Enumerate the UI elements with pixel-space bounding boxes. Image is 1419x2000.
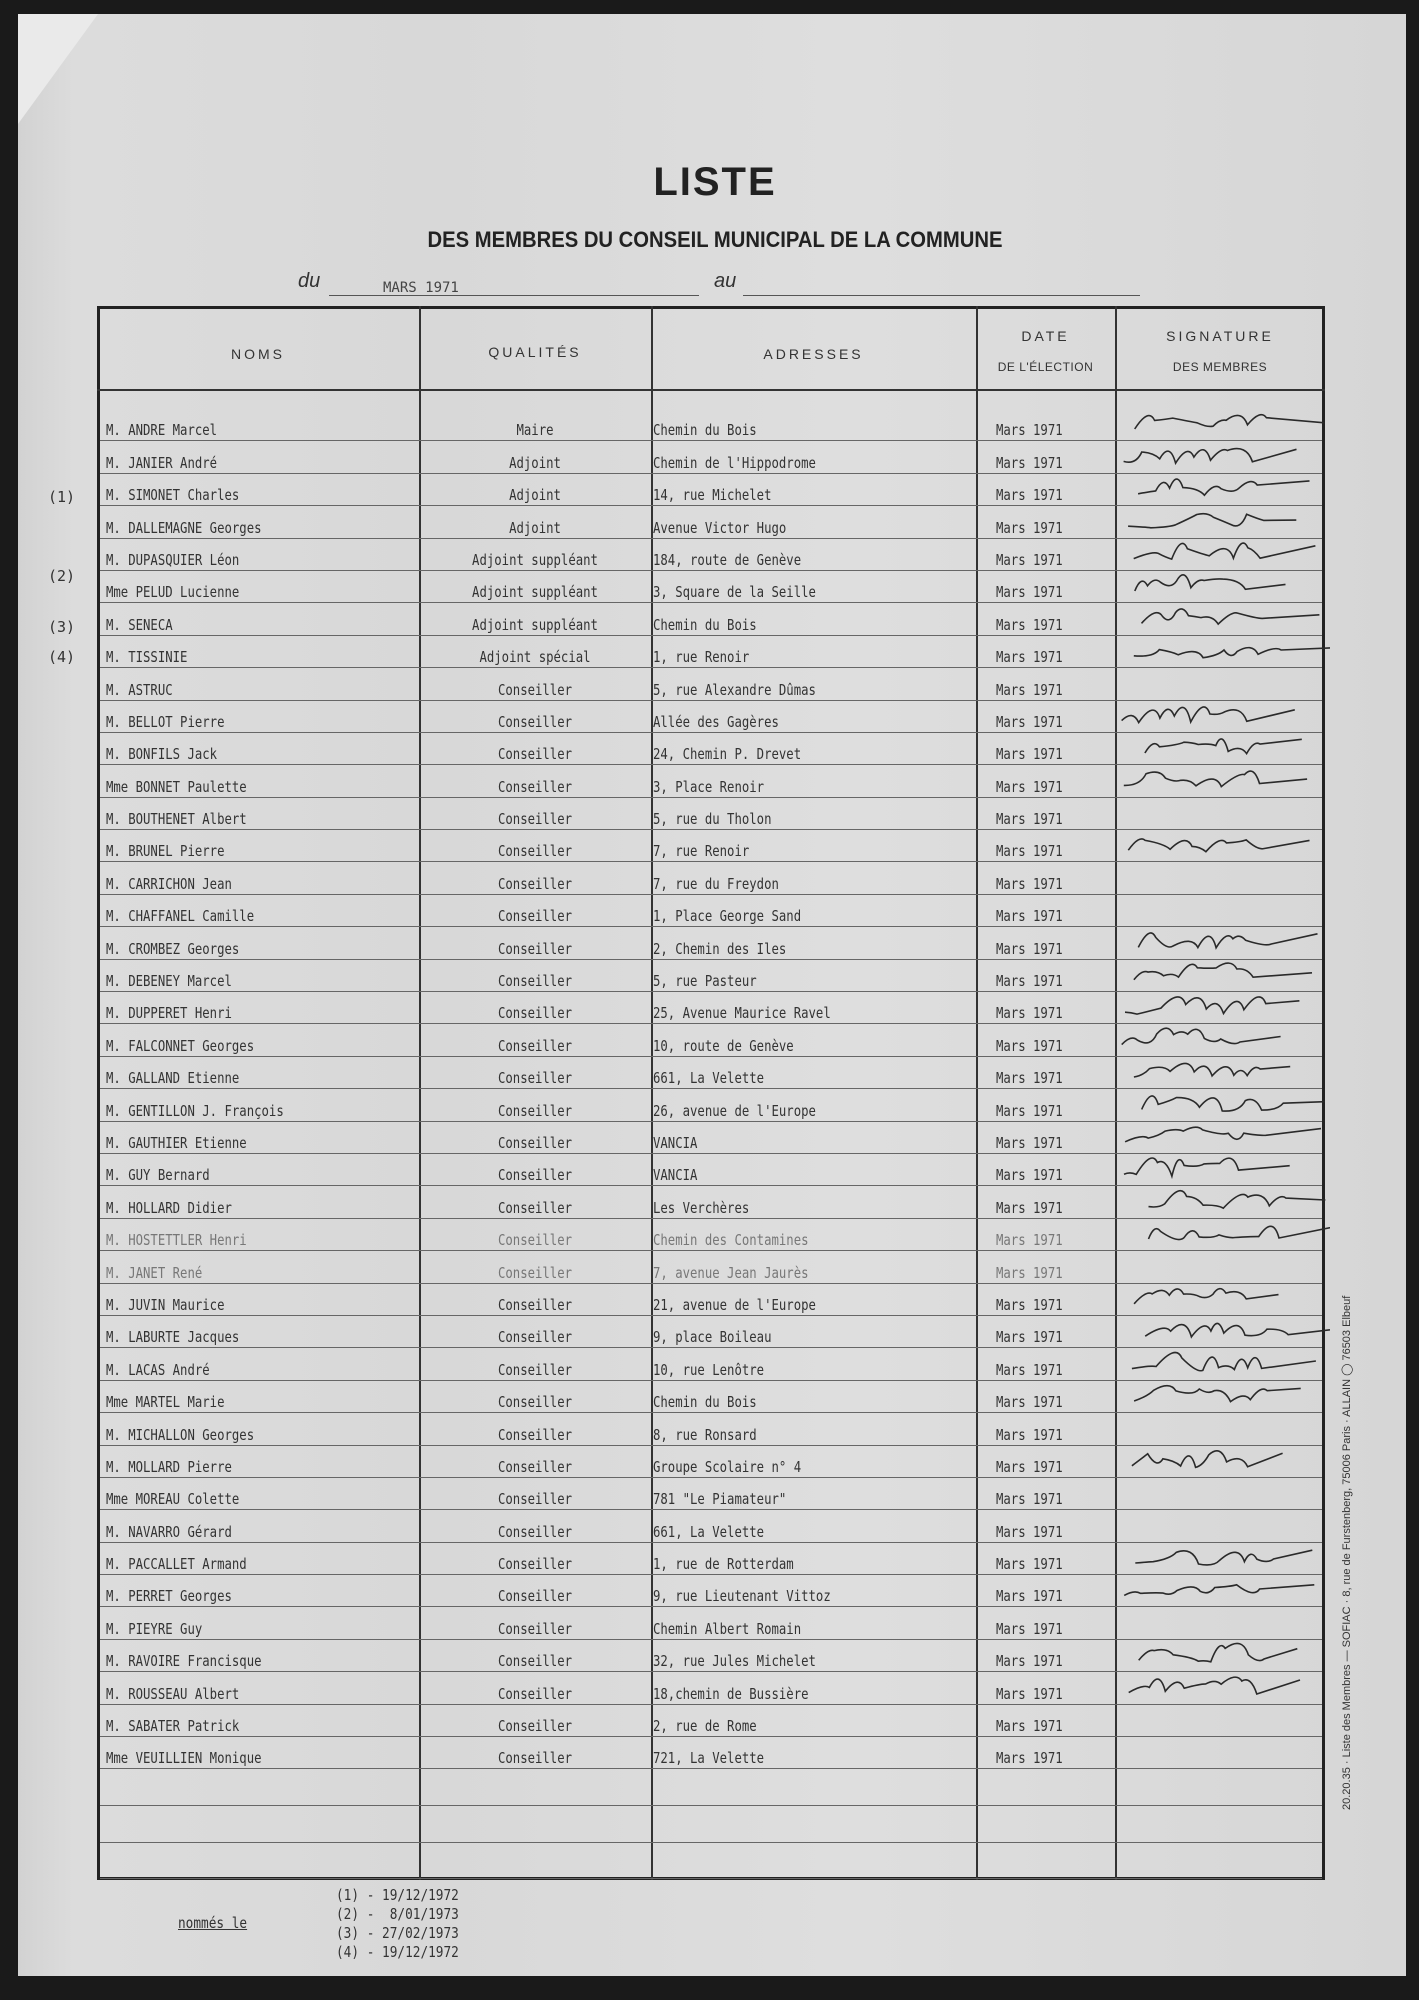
election-date: Mars 1971 (996, 1166, 1063, 1185)
note-marker: (1) (48, 488, 76, 506)
header-signature: SIGNATURE (1166, 328, 1274, 344)
member-role: Conseiller (497, 1619, 573, 1638)
signature-mark (1128, 514, 1296, 528)
member-role: Conseiller (497, 1004, 573, 1023)
appointment-date: (4) - 19/12/1972 (336, 1943, 459, 1961)
member-name: M. JUVIN Maurice (106, 1295, 225, 1314)
member-role: Conseiller (497, 1036, 573, 1055)
election-date: Mars 1971 (996, 453, 1063, 472)
election-date: Mars 1971 (996, 1717, 1063, 1736)
member-address: 1, rue de Rotterdam (653, 1555, 794, 1574)
member-name: M. MOLLARD Pierre (106, 1457, 232, 1476)
signature-mark (1129, 1677, 1300, 1694)
signature-mark (1128, 839, 1309, 852)
member-role: Adjoint suppléant (472, 583, 598, 602)
member-role: Conseiller (497, 810, 573, 829)
election-date: Mars 1971 (996, 1490, 1063, 1509)
member-role: Conseiller (497, 874, 573, 893)
signature-mark (1125, 997, 1299, 1014)
member-name: M. DUPASQUIER Léon (106, 550, 240, 569)
member-role: Conseiller (497, 1522, 573, 1541)
member-role: Conseiller (497, 1231, 573, 1250)
election-date: Mars 1971 (996, 1328, 1063, 1347)
appointment-date: (1) - 19/12/1972 (336, 1886, 459, 1904)
member-role: Conseiller (497, 972, 573, 991)
member-name: M. LACAS André (106, 1360, 210, 1379)
member-address: 8, rue Ronsard (653, 1425, 757, 1444)
header-date: DATE (1021, 328, 1070, 344)
member-address: Les Verchères (653, 1198, 750, 1217)
member-address: 3, Place Renoir (653, 777, 765, 796)
au-label: au (714, 270, 737, 292)
member-address: 5, rue du Tholon (653, 810, 772, 829)
header-qualites: QUALITÉS (488, 344, 582, 360)
member-role: Conseiller (497, 1166, 573, 1185)
folded-corner (18, 14, 98, 124)
election-date: Mars 1971 (996, 1425, 1063, 1444)
member-address: 721, La Velette (653, 1749, 765, 1768)
signature-mark (1124, 1585, 1314, 1596)
member-name: M. GUY Bernard (106, 1166, 210, 1185)
election-date: Mars 1971 (996, 583, 1063, 602)
signatures (1100, 395, 1330, 1795)
member-role: Conseiller (497, 1652, 573, 1671)
signature-mark (1134, 543, 1316, 559)
member-address: 21, avenue de l'Europe (653, 1295, 816, 1314)
member-role: Conseiller (497, 1393, 573, 1412)
member-name: M. JANET René (106, 1263, 203, 1282)
au-line (743, 295, 1140, 296)
member-address: Chemin Albert Romain (653, 1619, 802, 1638)
header-noms: NOMS (231, 346, 285, 362)
signature-mark (1135, 575, 1286, 591)
member-name: M. PACCALLET Armand (106, 1555, 247, 1574)
signature-mark (1132, 1451, 1283, 1468)
member-name: M. SIMONET Charles (106, 486, 240, 505)
member-address: Chemin du Bois (653, 615, 757, 634)
member-role: Conseiller (497, 1587, 573, 1606)
member-name: M. SENECA (106, 615, 173, 634)
election-date: Mars 1971 (996, 1457, 1063, 1476)
member-role: Conseiller (497, 712, 573, 731)
signature-mark (1134, 1289, 1278, 1304)
member-address: 32, rue Jules Michelet (653, 1652, 816, 1671)
member-role: Adjoint (509, 518, 561, 537)
signature-mark (1122, 707, 1295, 723)
signature-mark (1135, 1550, 1312, 1565)
member-name: M. ANDRE Marcel (106, 421, 218, 440)
member-address: 781 "Le Piamateur" (653, 1490, 787, 1509)
member-role: Conseiller (497, 1684, 573, 1703)
signature-mark (1145, 739, 1302, 754)
signature-mark (1134, 1386, 1301, 1402)
header-date-sub: DE L'ÉLECTION (997, 360, 1094, 374)
member-name: M. FALCONNET Georges (106, 1036, 255, 1055)
member-address: Allée des Gagères (653, 712, 779, 731)
signature-mark (1134, 963, 1312, 980)
member-address: 1, rue Renoir (653, 648, 750, 667)
member-address: Avenue Victor Hugo (653, 518, 787, 537)
du-value: MARS 1971 (383, 280, 459, 296)
election-date: Mars 1971 (996, 1522, 1063, 1541)
election-date: Mars 1971 (996, 615, 1063, 634)
member-role: Conseiller (497, 1133, 573, 1152)
note-marker: (2) (48, 567, 76, 585)
member-address: Chemin du Bois (653, 1393, 757, 1412)
member-address: 2, rue de Rome (653, 1717, 757, 1736)
member-name: M. BONFILS Jack (106, 745, 218, 764)
election-date: Mars 1971 (996, 1749, 1063, 1768)
member-address: 661, La Velette (653, 1069, 765, 1088)
election-date: Mars 1971 (996, 1295, 1063, 1314)
member-name: M. SABATER Patrick (106, 1717, 240, 1736)
member-role: Conseiller (497, 1425, 573, 1444)
member-role: Adjoint suppléant (472, 550, 598, 569)
signature-mark (1124, 771, 1307, 787)
member-name: M. BRUNEL Pierre (106, 842, 225, 861)
member-role: Conseiller (497, 1101, 573, 1120)
document-title: LISTE (653, 160, 777, 204)
election-date: Mars 1971 (996, 1263, 1063, 1282)
member-name: M. NAVARRO Gérard (106, 1522, 232, 1541)
election-date: Mars 1971 (996, 1133, 1063, 1152)
member-name: Mme MARTEL Marie (106, 1393, 225, 1412)
member-role: Conseiller (497, 1295, 573, 1314)
election-date: Mars 1971 (996, 1555, 1063, 1574)
member-name: M. JANIER André (106, 453, 218, 472)
member-address: 10, rue Lenôtre (653, 1360, 765, 1379)
member-address: 7, rue Renoir (653, 842, 750, 861)
member-name: M. CROMBEZ Georges (106, 939, 240, 958)
header-signature-sub: DES MEMBRES (1172, 360, 1268, 374)
member-name: M. DEBENEY Marcel (106, 972, 232, 991)
election-date: Mars 1971 (996, 1036, 1063, 1055)
member-role: Adjoint (509, 486, 561, 505)
member-name: Mme BONNET Paulette (106, 777, 247, 796)
member-address: 14, rue Michelet (653, 486, 772, 505)
election-date: Mars 1971 (996, 550, 1063, 569)
member-name: M. DALLEMAGNE Georges (106, 518, 262, 537)
member-name: Mme VEUILLIEN Monique (106, 1749, 262, 1768)
signature-mark (1135, 415, 1325, 429)
member-name: M. PIEYRE Guy (106, 1619, 203, 1638)
member-address: 26, avenue de l'Europe (653, 1101, 816, 1120)
member-name: M. CARRICHON Jean (106, 874, 232, 893)
member-role: Conseiller (497, 1360, 573, 1379)
header-adresses: ADRESSES (763, 346, 864, 362)
member-address: 9, rue Lieutenant Vittoz (653, 1587, 831, 1606)
note-marker: (4) (48, 648, 76, 666)
member-address: 5, rue Alexandre Dûmas (653, 680, 816, 699)
signature-mark (1122, 1028, 1281, 1044)
election-date: Mars 1971 (996, 1360, 1063, 1379)
member-name: M. BELLOT Pierre (106, 712, 225, 731)
member-role: Adjoint suppléant (472, 615, 598, 634)
member-name: Mme PELUD Lucienne (106, 583, 240, 602)
member-role: Conseiller (497, 939, 573, 958)
member-role: Conseiller (497, 1069, 573, 1088)
empty-row (100, 1843, 1322, 1880)
election-date: Mars 1971 (996, 680, 1063, 699)
member-role: Conseiller (497, 1555, 573, 1574)
member-address: 7, rue du Freydon (653, 874, 779, 893)
member-name: M. MICHALLON Georges (106, 1425, 255, 1444)
member-role: Conseiller (497, 1490, 573, 1509)
du-label: du (298, 270, 321, 292)
signature-mark (1142, 609, 1320, 624)
election-date: Mars 1971 (996, 1393, 1063, 1412)
member-address: 10, route de Genève (653, 1036, 794, 1055)
election-date: Mars 1971 (996, 1684, 1063, 1703)
election-date: Mars 1971 (996, 777, 1063, 796)
member-role: Conseiller (497, 842, 573, 861)
election-date: Mars 1971 (996, 1101, 1063, 1120)
signature-mark (1145, 1323, 1330, 1336)
member-name: M. TISSINIE (106, 648, 188, 667)
member-address: 184, route de Genève (653, 550, 802, 569)
member-name: M. CHAFFANEL Camille (106, 907, 255, 926)
member-name: Mme MOREAU Colette (106, 1490, 240, 1509)
signature-mark (1124, 449, 1297, 464)
member-role: Adjoint spécial (479, 648, 591, 667)
signature-mark (1149, 1191, 1326, 1209)
member-role: Conseiller (497, 680, 573, 699)
election-date: Mars 1971 (996, 421, 1063, 440)
member-role: Conseiller (497, 777, 573, 796)
member-address: Chemin des Contamines (653, 1231, 809, 1250)
member-address: 3, Square de la Seille (653, 583, 816, 602)
member-name: M. GENTILLON J. François (106, 1101, 284, 1120)
election-date: Mars 1971 (996, 712, 1063, 731)
member-role: Adjoint (509, 453, 561, 472)
election-date: Mars 1971 (996, 1004, 1063, 1023)
appointment-date: (3) - 27/02/1973 (336, 1924, 459, 1942)
member-role: Conseiller (497, 745, 573, 764)
printer-imprint: 20.20.35 · Liste des Membres — SOFIAC · 8, rue de Furstenberg, 75006 Paris · ALLAIN ◯ 76503 Elbeuf (1341, 1295, 1353, 1810)
member-name: M. BOUTHENET Albert (106, 810, 247, 829)
member-address: 1, Place George Sand (653, 907, 802, 926)
signature-mark (1139, 1643, 1298, 1661)
member-address: 7, avenue Jean Jaurès (653, 1263, 809, 1282)
empty-row (100, 1806, 1322, 1843)
member-address: Chemin du Bois (653, 421, 757, 440)
member-address: 5, rue Pasteur (653, 972, 757, 991)
member-address: 2, Chemin des Iles (653, 939, 787, 958)
member-name: M. HOSTETTLER Henri (106, 1231, 247, 1250)
member-name: M. DUPPERET Henri (106, 1004, 232, 1023)
member-role: Conseiller (497, 907, 573, 926)
election-date: Mars 1971 (996, 1231, 1063, 1250)
appointed-label: nommés le (178, 1914, 248, 1932)
member-role: Conseiller (497, 1717, 573, 1736)
member-role: Conseiller (497, 1328, 573, 1347)
election-date: Mars 1971 (996, 972, 1063, 991)
member-name: M. PERRET Georges (106, 1587, 232, 1606)
header-divider (97, 389, 1325, 391)
member-name: M. LABURTE Jacques (106, 1328, 240, 1347)
signature-mark (1125, 1127, 1321, 1142)
signature-mark (1138, 933, 1317, 948)
election-date: Mars 1971 (996, 810, 1063, 829)
signature-mark (1132, 1352, 1316, 1370)
signature-mark (1138, 479, 1309, 495)
appointment-date: (2) - 8/01/1973 (336, 1905, 459, 1923)
election-date: Mars 1971 (996, 1587, 1063, 1606)
member-address: 24, Chemin P. Drevet (653, 745, 802, 764)
member-name: M. GAUTHIER Etienne (106, 1133, 247, 1152)
member-address: VANCIA (653, 1166, 698, 1185)
signature-mark (1134, 1063, 1290, 1077)
member-name: M. ASTRUC (106, 680, 173, 699)
member-role: Maire (516, 421, 554, 440)
member-name: M. ROUSSEAU Albert (106, 1684, 240, 1703)
member-address: Groupe Scolaire n° 4 (653, 1457, 802, 1476)
election-date: Mars 1971 (996, 939, 1063, 958)
member-name: M. GALLAND Etienne (106, 1069, 240, 1088)
document-subtitle: DES MEMBRES DU CONSEIL MUNICIPAL DE LA COMMUNE (427, 227, 1003, 252)
election-date: Mars 1971 (996, 1619, 1063, 1638)
member-address: Chemin de l'Hippodrome (653, 453, 816, 472)
election-date: Mars 1971 (996, 907, 1063, 926)
election-date: Mars 1971 (996, 874, 1063, 893)
member-address: VANCIA (653, 1133, 698, 1152)
member-address: 18,chemin de Bussière (653, 1684, 809, 1703)
member-address: 25, Avenue Maurice Ravel (653, 1004, 831, 1023)
election-date: Mars 1971 (996, 1652, 1063, 1671)
election-date: Mars 1971 (996, 518, 1063, 537)
member-role: Conseiller (497, 1198, 573, 1217)
member-role: Conseiller (497, 1457, 573, 1476)
election-date: Mars 1971 (996, 486, 1063, 505)
signature-mark (1124, 1158, 1290, 1176)
election-date: Mars 1971 (996, 648, 1063, 667)
member-role: Conseiller (497, 1263, 573, 1282)
member-role: Conseiller (497, 1749, 573, 1768)
member-address: 9, place Boileau (653, 1328, 772, 1347)
election-date: Mars 1971 (996, 1069, 1063, 1088)
signature-mark (1149, 1226, 1331, 1240)
election-date: Mars 1971 (996, 842, 1063, 861)
member-address: 661, La Velette (653, 1522, 765, 1541)
member-name: M. HOLLARD Didier (106, 1198, 232, 1217)
signature-mark (1142, 1096, 1325, 1111)
election-date: Mars 1971 (996, 1198, 1063, 1217)
signature-mark (1134, 648, 1330, 658)
note-marker: (3) (48, 618, 76, 636)
election-date: Mars 1971 (996, 745, 1063, 764)
member-name: M. RAVOIRE Francisque (106, 1652, 262, 1671)
